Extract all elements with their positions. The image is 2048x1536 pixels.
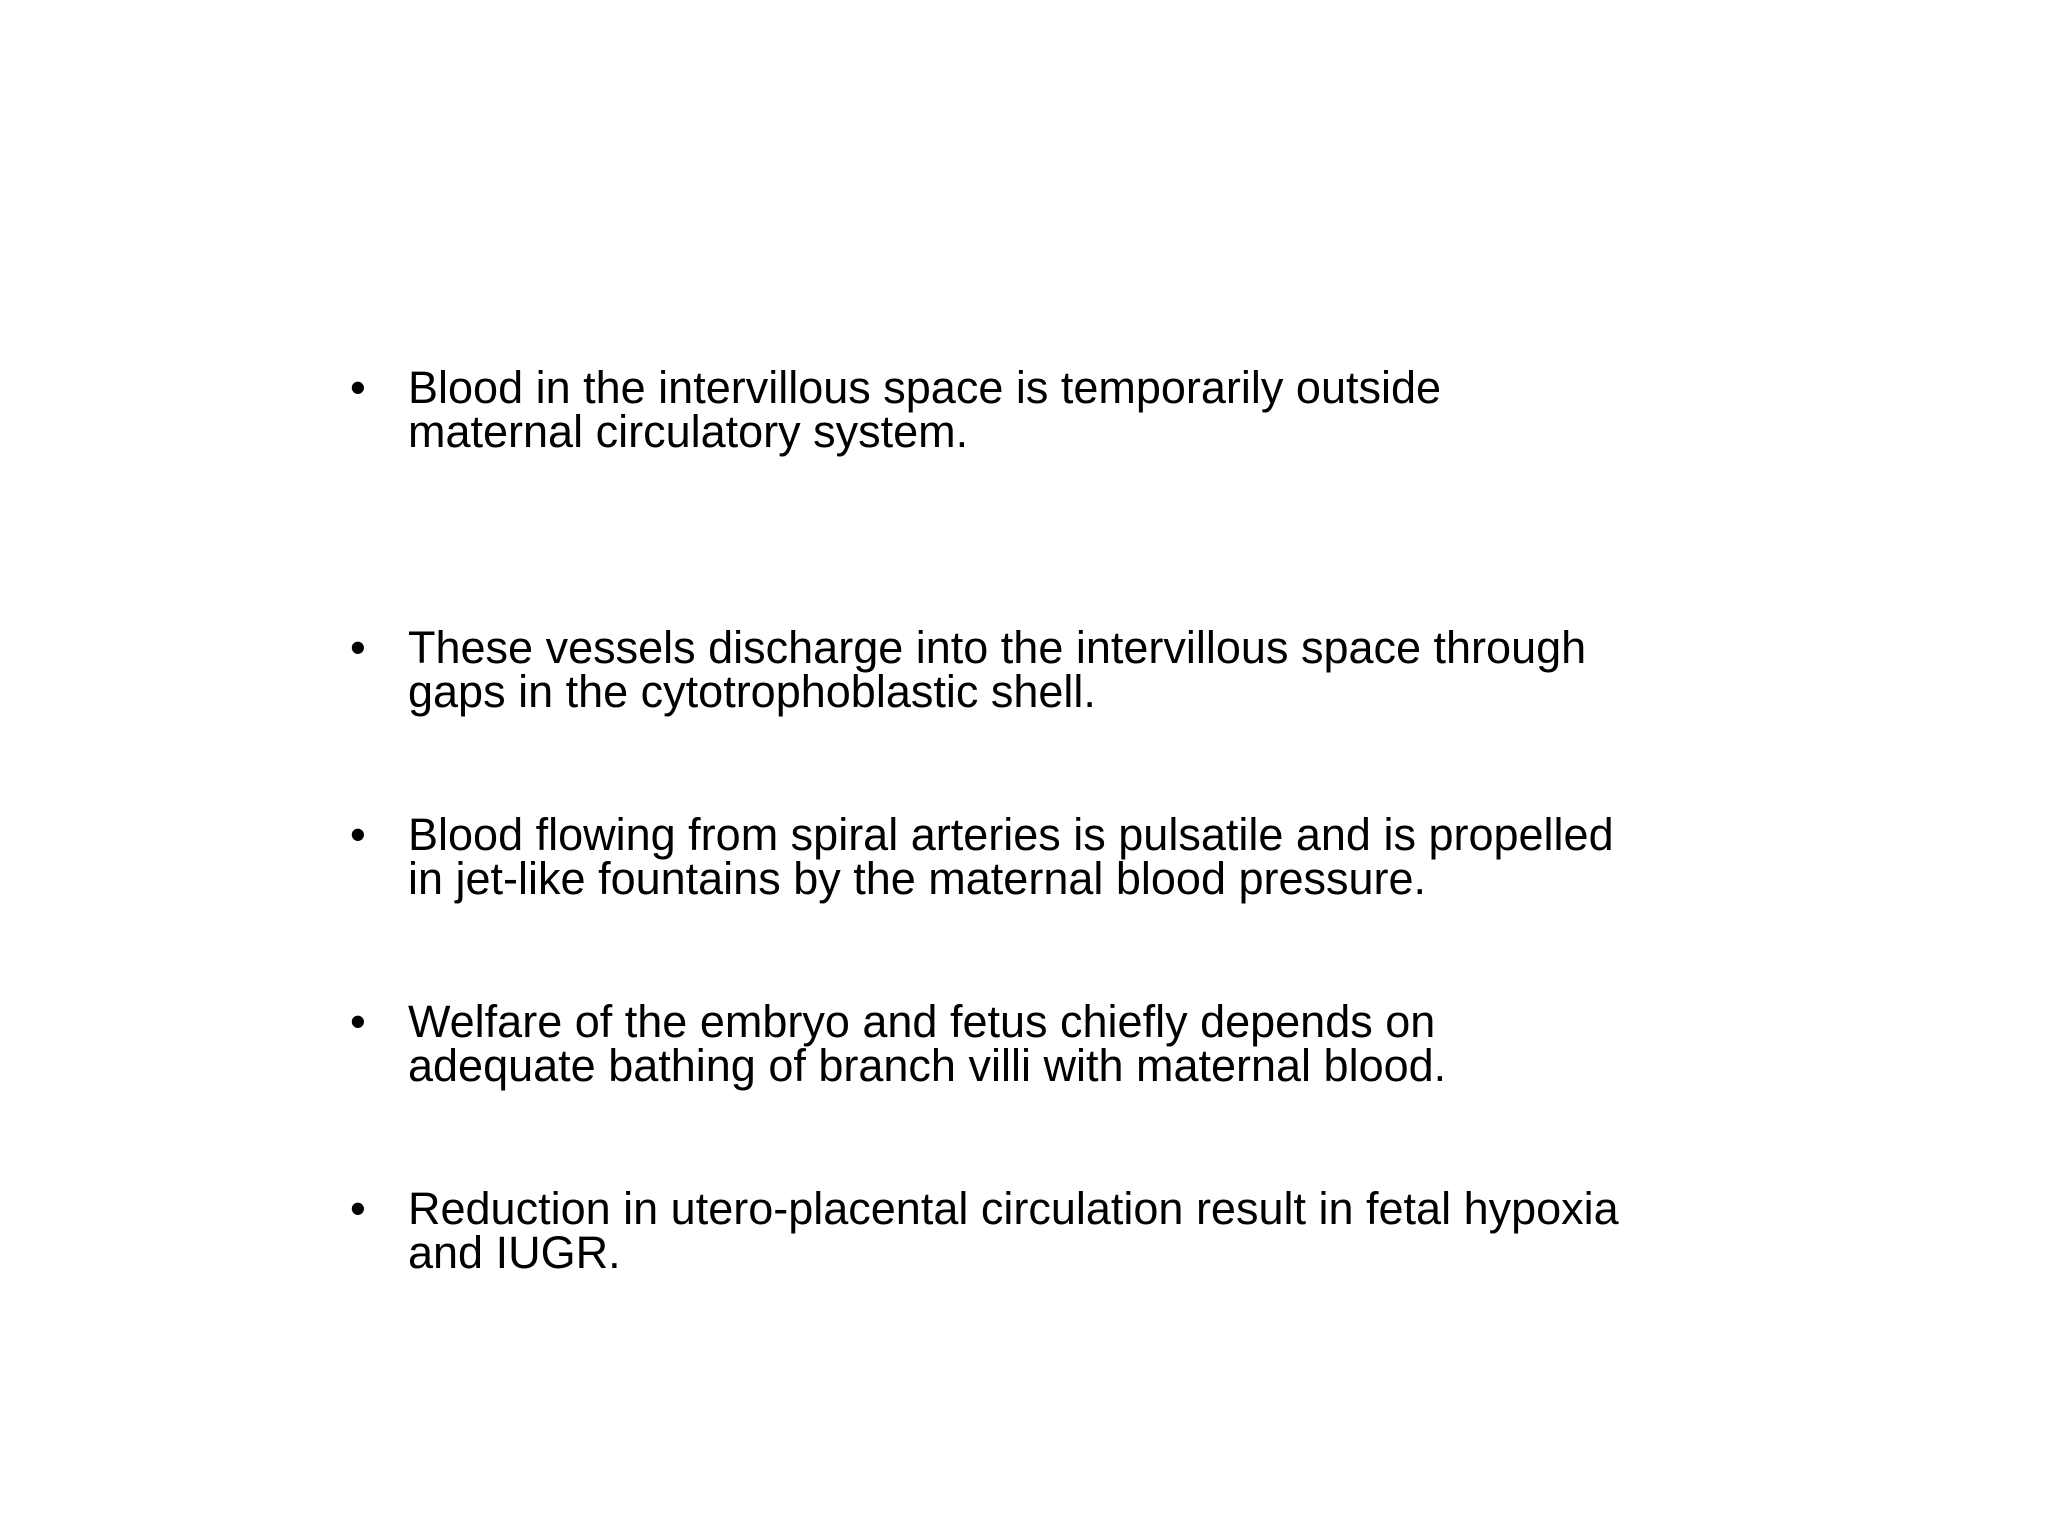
bullet-line: and IUGR.	[408, 1227, 621, 1278]
bullet-line: adequate bathing of branch villi with maternal blood.	[408, 1040, 1447, 1091]
bullet-line: maternal circulatory system.	[408, 406, 969, 457]
bullet-text	[408, 362, 1748, 457]
bullet-text	[408, 622, 1748, 717]
bullet-dot: •	[350, 809, 366, 860]
bullet-line: in jet-like fountains by the maternal blood pressure.	[408, 853, 1427, 904]
bullet-line: Reduction in utero-placental circulation result in fetal hypoxia	[408, 1183, 1619, 1234]
bullet-line: Blood in the intervillous space is temporarily outside	[408, 362, 1442, 413]
bullet-line: gaps in the cytotrophoblastic shell.	[408, 666, 1096, 717]
bullet-text	[408, 1183, 1748, 1278]
bullet-dot: •	[350, 362, 366, 413]
bullet-text	[408, 809, 1748, 904]
bullet-dot: •	[350, 622, 366, 673]
bullet-line: Blood flowing from spiral arteries is pulsatile and is propelled	[408, 809, 1614, 860]
bullet-dot: •	[350, 996, 366, 1047]
bullet-line: Welfare of the embryo and fetus chiefly depends on	[408, 996, 1436, 1047]
bullet-text	[408, 996, 1748, 1091]
bullet-line: These vessels discharge into the intervillous space through	[408, 622, 1587, 673]
bullet-dot: •	[350, 1183, 366, 1234]
